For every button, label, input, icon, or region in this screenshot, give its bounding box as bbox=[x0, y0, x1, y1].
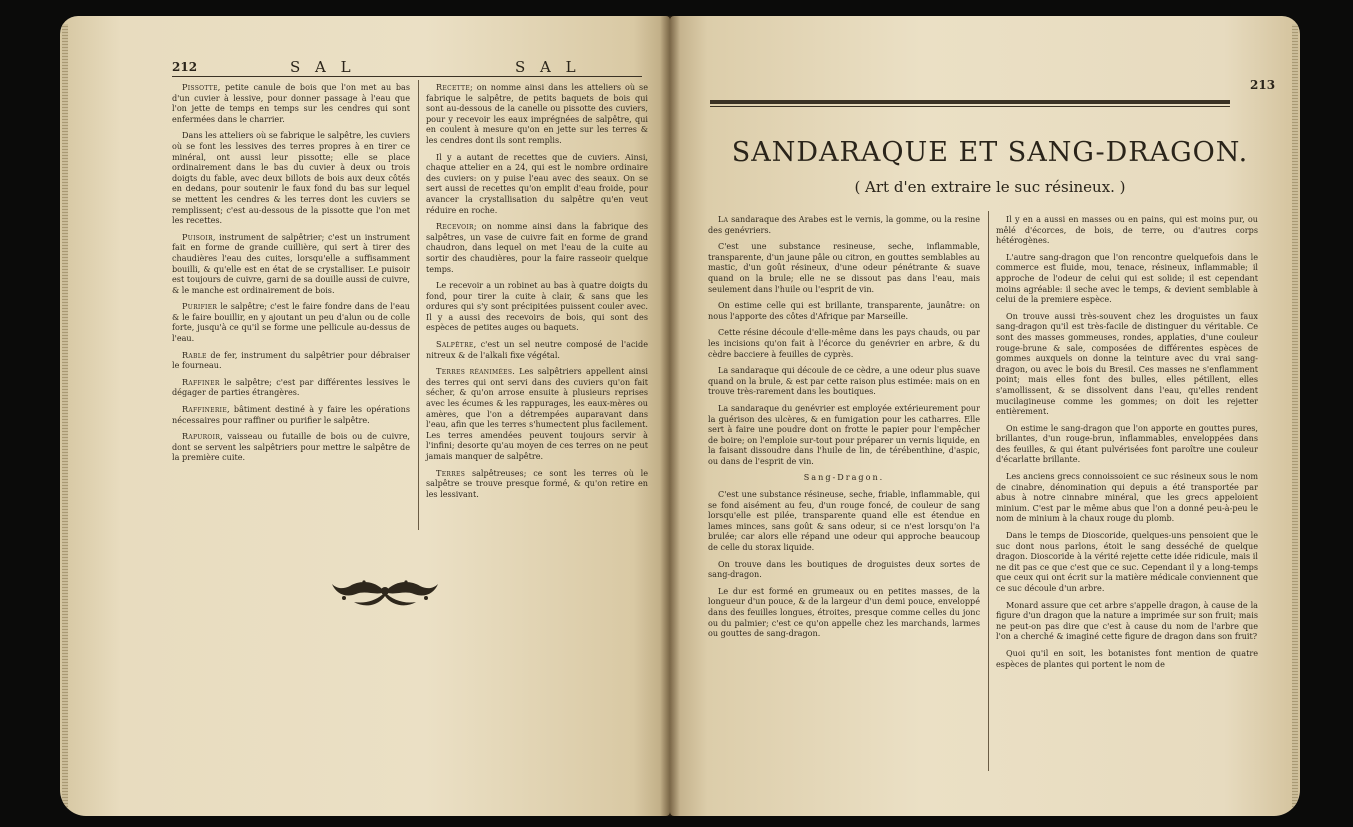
article-subtitle: ( Art d'en extraire le suc résineux. ) bbox=[854, 178, 1126, 196]
paragraph bbox=[426, 366, 648, 461]
paragraph bbox=[708, 489, 980, 553]
entry-text: Quoi qu'il en soit, les botanistes font mention de quatre espèces de plantes qui portent le nom de bbox=[996, 647, 1258, 669]
entry-text: ; on nomme ainsi dans la fabrique des salpêtres, un vase de cuivre fait en forme de grand chaudron, dans lequel on met l'eau de la cuite au sortir des chaudières, pour la faire rasseoir quelque temps. bbox=[426, 221, 648, 274]
entry-text: sandaraque des Arabes est le vernis, la gomme, ou la resine des genévriers. bbox=[708, 214, 980, 235]
paragraph bbox=[708, 586, 980, 639]
paragraph bbox=[708, 559, 980, 580]
entry-text: , petite canule de bois que l'on met au bas d'un cuvier à lessive, pour donner passage à l'eau que l'on jette de temps en temps sur les cendres qui sont enfermées dans le charrier. bbox=[172, 82, 410, 124]
right-page-column-2 bbox=[996, 214, 1258, 774]
paragraph bbox=[708, 327, 980, 359]
entry-text: Les anciens grecs connoissoient ce suc résineux sous le nom de cinabre, dénomination qui depuis a été transportée par abus à notre cinnabre minéral, que les grecs appeloient minium. C'est par le même abus que l'on a donné peu-à-peu le nom de minium à la chaux rouge du plomb. bbox=[996, 471, 1258, 524]
paragraph bbox=[172, 350, 410, 371]
paragraph bbox=[996, 252, 1258, 305]
column-separator bbox=[418, 80, 419, 530]
article-title: SANDARAQUE ET SANG-DRAGON. bbox=[731, 137, 1249, 168]
entry-term: Salpêtre bbox=[436, 339, 474, 350]
entry-term: Pissotte bbox=[182, 82, 218, 92]
entry-text: On estime le sang-dragon que l'on apporte en gouttes pures, brillantes, d'un rouge-brun, inflammables, enveloppées dans des feuilles, & qui étant pulvérisées font paroître une couleur d'écarlatte brillante. bbox=[996, 422, 1258, 465]
title-rule-thick bbox=[710, 100, 1230, 104]
entry-term: La bbox=[718, 214, 729, 224]
entry-text: C'est une substance résineuse, seche, friable, inflammable, qui se fond aisément au feu, d'un rouge foncé, de couleur de sang lorsqu'elle est pilée, transparente quand elle est étendue en lames minces, sans goût & sans odeur, si ce n'est lorsqu'on l'a brulée; car alors elle répand une odeur qui approche beaucoup de celle du storax liquide. bbox=[708, 489, 980, 553]
paragraph bbox=[996, 648, 1258, 669]
right-page-number: 213 bbox=[1250, 78, 1276, 92]
paragraph bbox=[426, 468, 648, 500]
entry-term: Purifier bbox=[182, 301, 218, 312]
entry-text: Le recevoir a un robinet au bas à quatre doigts du fond, pour tirer la cuite à clair, & sans que les ordures qui s'y sont précipitées puissent couler avec. Il y a aussi des recevoirs de bois, qui sont des espèces de petites auges ou baquets. bbox=[426, 280, 648, 333]
entry-text: L'autre sang-dragon que l'on rencontre quelquefois dans le commerce est fluide, mou, tenace, résineux, inflammable; il approche de l'odeur de celui qui est solide; il est cependant moins agréable: il seche avec le temps, & devient semblable à celui de la premiere espèce. bbox=[996, 251, 1258, 305]
paragraph bbox=[708, 300, 980, 321]
entry-text: ; on nomme ainsi dans les atteliers où se fabrique le salpêtre, de petits baquets de bois qui sont au-dessous de la canelle ou pissotte des cuviers, pour y recevoir les eaux imprégnées de salpêtre, qui en coulent à mesure qu'on en jette sur les terres & les cendres dont ils sont remplis. bbox=[426, 82, 648, 145]
entry-text: La sandaraque qui découle de ce cèdre, a une odeur plus suave quand on la brule, & est par cette raison plus estimée: mais on en trouve très-rarement dans les boutiques. bbox=[708, 365, 980, 397]
paragraph bbox=[996, 471, 1258, 524]
paragraph bbox=[708, 214, 980, 235]
entry-text: , c'est un sel neutre composé de l'acide nitreux & de l'alkali fixe végétal. bbox=[426, 339, 648, 360]
column-separator-right bbox=[988, 211, 989, 771]
entry-text: On estime celle qui est brillante, transparente, jaunâtre: on nous l'apporte des côtes d'Afrique par Marseille. bbox=[708, 300, 980, 321]
entry-text: Le dur est formé en grumeaux ou en petites masses, de la longueur d'un pouce, & de la largeur d'un demi pouce, enveloppé dans des feuilles longues, étroites, presque comme celles du jonc ou du palmier; c'est ce qu'on appelle chez les marchands, larmes ou gouttes de sang-dragon. bbox=[708, 585, 980, 639]
entry-term: Rable bbox=[182, 349, 207, 360]
entry-text: On trouve aussi très-souvent chez les droguistes un faux sang-dragon qu'il est très-facile de distinguer du véritable. Ce sont des masses gommeuses, rondes, applaties, d'une couleur rouge-brune & sale, composées de différentes espèces de gommes auxquels on donne la teinture avec du vrai sang-dragon, ou avec le bois du Bresil. Ces masses ne s'enflamment point; mais elles font des bulles, elles pétillent, elles s'amollissent, & se dissolvent dans l'eau, qu'elles rendent mucilagineuse comme les gommes; on doit les rejetter entièrement. bbox=[996, 310, 1258, 417]
entry-text: Sang-Dragon. bbox=[803, 472, 885, 483]
paragraph bbox=[172, 301, 410, 343]
paragraph bbox=[996, 423, 1258, 465]
paragraph bbox=[996, 214, 1258, 246]
right-page-column-1 bbox=[708, 214, 980, 774]
entry-text: Il y en a aussi en masses ou en pains, qui est moins pur, ou mêlé d'écorces, de bois, de terre, ou d'autres corps hétérogènes. bbox=[996, 214, 1258, 246]
paragraph bbox=[172, 404, 410, 425]
left-page-column-1 bbox=[172, 82, 410, 512]
entry-term: Raffinerie bbox=[182, 404, 228, 415]
paragraph bbox=[996, 530, 1258, 594]
entry-text: salpêtreuses; ce sont les terres où le salpêtre se trouve presque formé, & qu'on retire en les lessivant. bbox=[426, 467, 648, 499]
paragraph bbox=[426, 221, 648, 274]
entry-term: Recette bbox=[436, 82, 471, 92]
entry-term: Recevoir bbox=[436, 221, 474, 232]
paragraph bbox=[426, 82, 648, 146]
entry-text: , vaisseau ou futaille de bois ou de cuivre, dont se servent les salpêtriers pour mettre le salpêtre de la première cuite. bbox=[172, 431, 410, 463]
entry-text: . Les salpêtriers appellent ainsi des terres qui ont servi dans des cuviers qu'on fait sécher, & qu'on arrose ensuite à plusieurs reprises avec les écumes & les rappurages, les eaux-mères ou amères, que l'on a détrempées auparavant dans l'eau, afin que les terres s'humectent plus facilement. Les terres amendées peuvent toujours servir à l'infini; desorte qu'au moyen de ces terres on ne peut jamais manquer de salpêtre. bbox=[426, 366, 648, 461]
entry-text: de fer, instrument du salpêtrier pour débraiser le fourneau. bbox=[172, 349, 410, 371]
left-page-column-2 bbox=[426, 82, 648, 532]
entry-term: Puisoir bbox=[182, 231, 213, 242]
entry-term: Terres bbox=[436, 467, 466, 478]
paragraph bbox=[172, 431, 410, 463]
entry-text: le salpêtre; c'est le faire fondre dans de l'eau & le faire bouillir, en y ajoutant un peu d'alun ou de colle forte, jusqu'à ce qu'il se forme une pellicule au-dessus de l'eau. bbox=[172, 301, 410, 344]
running-head-left: S A L bbox=[290, 58, 356, 76]
running-head-right: S A L bbox=[515, 58, 581, 76]
left-page-edge bbox=[62, 24, 68, 810]
paragraph bbox=[996, 600, 1258, 642]
paragraph bbox=[172, 82, 410, 124]
paragraph bbox=[426, 152, 648, 216]
paragraph bbox=[708, 403, 980, 467]
paragraph bbox=[708, 241, 980, 294]
entry-text: , bâtiment destiné à y faire les opérations nécessaires pour raffiner ou purifier le salpêtre. bbox=[172, 404, 410, 425]
paragraph bbox=[708, 472, 980, 483]
left-page-number: 212 bbox=[172, 60, 198, 74]
entry-term: Raffiner bbox=[182, 376, 220, 387]
header-rule bbox=[172, 76, 642, 77]
entry-text: Il y a autant de recettes que de cuviers. Ainsi, chaque attelier en a 24, qui est le nombre ordinaire des cuviers: on y puise l'eau avec des seaux. On se sert aussi de recettes qu'on emplit d'eau froide, pour avancer la crystallisation du salpêtre qu'en veut réduire en roche. bbox=[426, 151, 648, 215]
right-page bbox=[670, 16, 1300, 816]
paragraph bbox=[426, 339, 648, 360]
paragraph bbox=[172, 130, 410, 225]
entry-text: C'est une substance resineuse, seche, inflammable, transparente, d'un jaune pâle ou citron, en gouttes semblables au mastic, d'un goût résineux, d'une odeur pénétrante & suave quand on la brule; elle ne se dissout pas dans l'eau, mais seulement dans l'huile ou l'esprit de vin. bbox=[708, 241, 980, 294]
open-book bbox=[60, 16, 1300, 816]
left-page bbox=[60, 16, 670, 816]
paragraph bbox=[172, 377, 410, 398]
paragraph bbox=[996, 311, 1258, 417]
paragraph bbox=[172, 232, 410, 296]
book-gutter bbox=[660, 16, 680, 816]
entry-text: Cette résine découle d'elle-même dans les pays chauds, ou par les incisions qu'on fait à l'écorce du genévrier en arbre, & du cèdre bacciere à feuilles de cyprès. bbox=[708, 327, 980, 359]
paragraph bbox=[708, 365, 980, 397]
title-rule-thin bbox=[710, 106, 1230, 107]
fleuron-ornament bbox=[330, 574, 440, 610]
entry-term: Terres réanimées bbox=[436, 366, 513, 377]
entry-text: Dans les atteliers où se fabrique le salpêtre, les cuviers où se font les lessives des terres propres à en tirer ce minéral, ont aussi leur pissotte; elle se place ordinairement dans le bas du cuvier à deux ou trois doigts du fable, avec deux billots de bois aux deux côtés en dedans, pour soutenir le faux fond du bas sur lequel se mettent les cendres & les terres dont les cuviers se remplissent; c'est au-dessous de la pissotte que l'on met les recettes. bbox=[172, 130, 410, 226]
entry-text: le salpêtre; c'est par différentes lessives le dégager de parties étrangères. bbox=[172, 376, 410, 398]
entry-text: On trouve dans les boutiques de droguistes deux sortes de sang-dragon. bbox=[708, 558, 980, 580]
right-page-edge bbox=[1292, 24, 1298, 810]
entry-text: La sandaraque du genévrier est employée extérieurement pour la guérison des ulcères, & en fumigation pour les catharres. Elle sert à faire une poudre dont on frotte le papier pour l'empêcher de boire; on l'emploie sur-tout pour préparer un vernis liquide, en la faisant dissoudre dans l'huile de lin, de térébenthine, d'aspic, ou dans de l'esprit de vin. bbox=[708, 402, 980, 466]
paragraph bbox=[426, 280, 648, 333]
entry-term: Rapuroir bbox=[182, 431, 221, 442]
entry-text: Dans le temps de Dioscoride, quelques-uns pensoient que le suc dont nous parlons, étoit le sang desséché de quelque dragon. Dioscoride à la vérité rejette cette idée ridicule, mais il ne dit pas ce que c'est que ce suc. Cependant il y a long-temps que ceux qui ont écrit sur la matière médicale conviennent que ce suc découle d'un arbre. bbox=[996, 530, 1258, 593]
entry-text: , instrument de salpêtrier; c'est un instrument fait en forme de grande cuillière, qui sert à tirer des chaudières l'eau des cuites, lorsqu'elle a suffisamment bouilli, & qu'elle est en état de se crystalliser. Le puisoir est toujours de cuivre, garni de sa douille aussi de cuivre, & le manche est ordinairement de bois. bbox=[172, 231, 410, 295]
entry-text: Monard assure que cet arbre s'appelle dragon, à cause de la figure d'un dragon que la nature a imprimée sur son fruit; mais ne peut-on pas dire que c'est à cause du nom de l'arbre que l'on a cherché & imaginé cette figure de dragon dans son fruit? bbox=[996, 599, 1258, 642]
